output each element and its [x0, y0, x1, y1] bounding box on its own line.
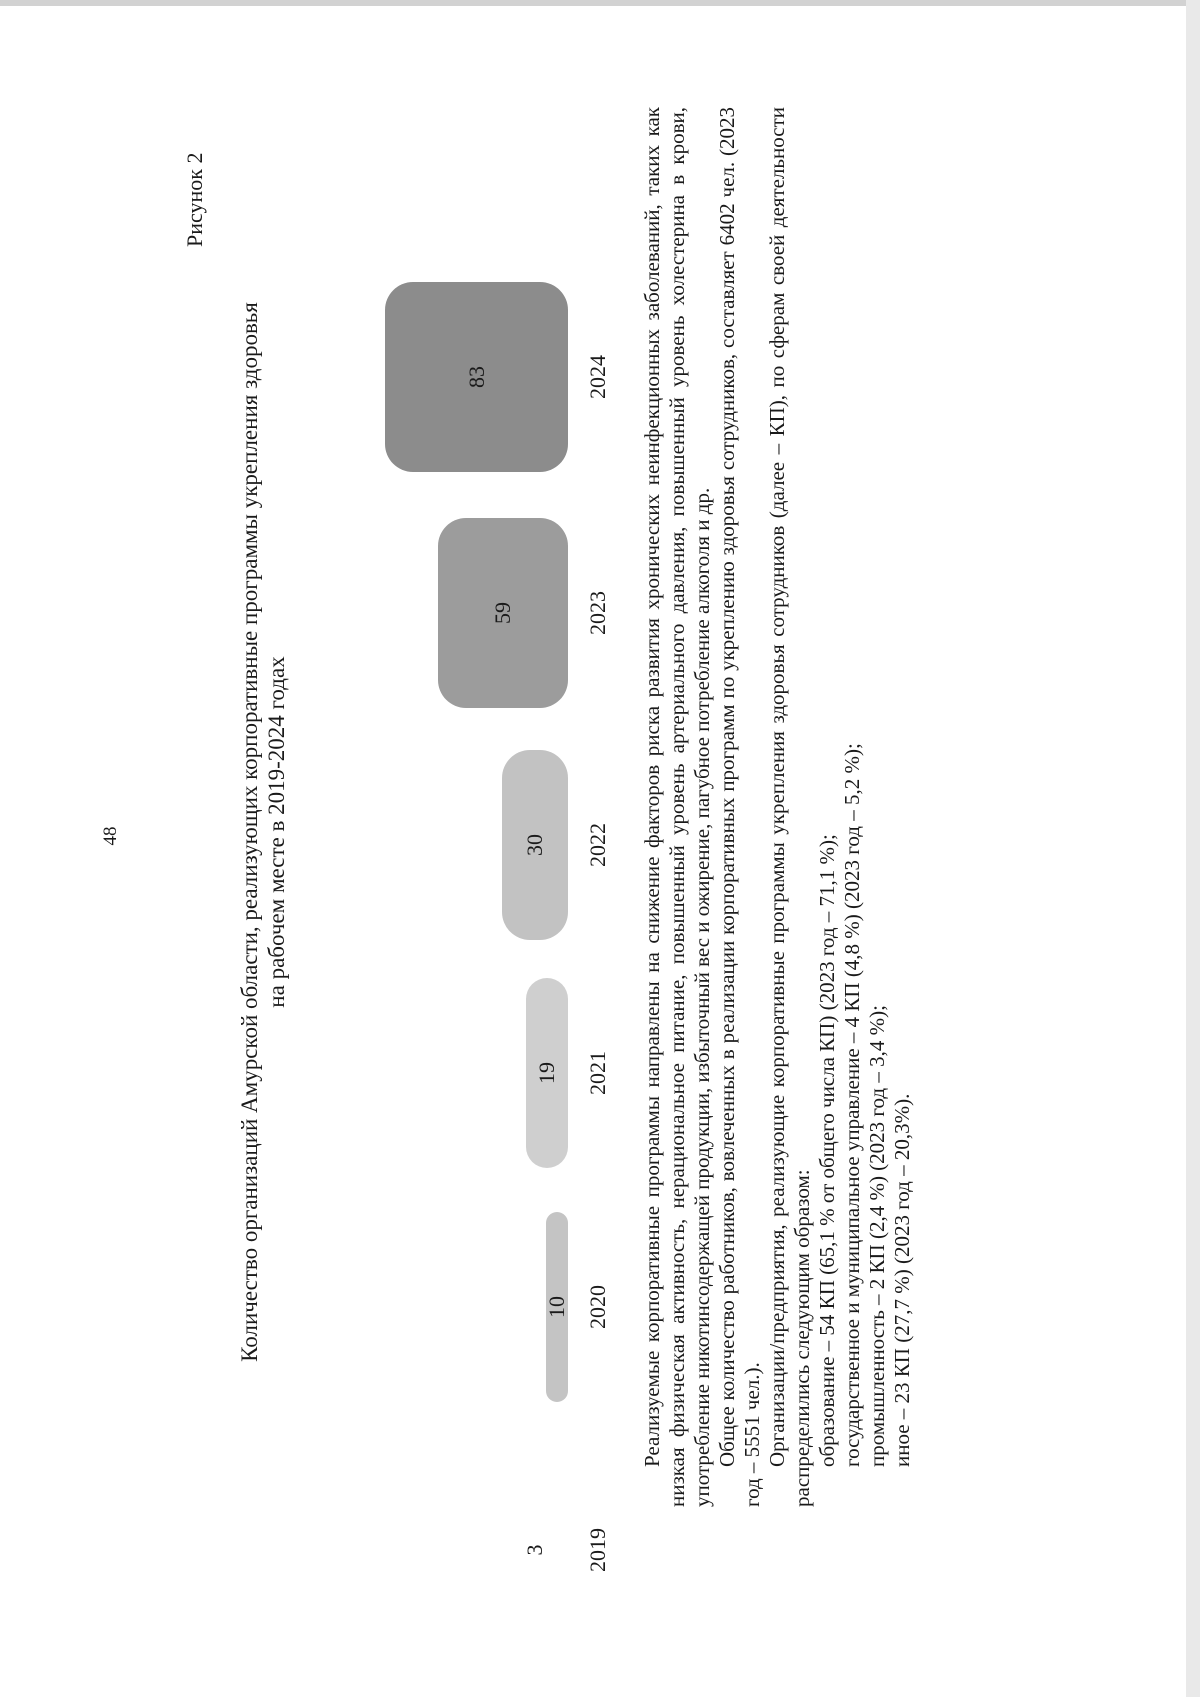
bar-2023: [438, 518, 568, 708]
bar-value-label: 10: [544, 1296, 569, 1318]
body-text: [640, 107, 915, 1507]
list-item-industry: промышленность – 2 КП (2,4 %) (2023 год – 3,4 %);: [865, 1005, 889, 1467]
chart-title-line-2: на рабочем месте в 2019-2024 годах: [264, 656, 289, 1008]
bar-value-label: 3: [522, 1544, 547, 1556]
list-item-education: образование – 54 КП (65,1 % от общего числа КП) (2023 год – 71,1 %);: [815, 834, 839, 1467]
paragraph-1: Реализуемые корпоративные программы направлены на снижение факторов риска развития хронических неинфекционных заболеваний, таких как низкая физическая активность, нерациональное питание, повышенный уровень артериального давления, повышенный уровень холестерина в крови, употребление никотинсодержащей продукции, избыточный вес и ожирение, пагубное потребление алкоголя и др.: [640, 107, 714, 1507]
x-tick-label: 2021: [585, 1051, 610, 1095]
bar-value-label: 30: [522, 834, 547, 856]
bar-value-label: 83: [463, 366, 489, 388]
bar-value-label: 19: [534, 1062, 560, 1084]
bar-2024: [385, 282, 568, 472]
x-tick-label: 2023: [585, 591, 610, 635]
bar-2020: [546, 1212, 568, 1402]
page-number: 48: [100, 826, 121, 846]
x-tick-label: 2019: [585, 1528, 610, 1572]
bar-value-label: 59: [490, 602, 516, 624]
list-item-government: государственное и муниципальное управление – 4 КП (4,8 %) (2023 год – 5,2 %);: [840, 743, 864, 1467]
list-item-other: иное – 23 КП (27,7 %) (2023 год – 20,3%).: [890, 1093, 914, 1467]
bar-2022: [502, 750, 568, 940]
chart-title-line-1: Количество организаций Амурской области, реализующих корпоративные программы укрепления здоровья: [237, 302, 262, 1362]
paragraph-2: Общее количество работников, вовлеченных в реализации корпоративных программ по укреплению здоровья сотрудников, составляет 6402 чел. (2023 год – 5551 чел.).: [715, 107, 764, 1507]
bar-2021: [526, 978, 568, 1168]
x-tick-label: 2020: [585, 1285, 610, 1329]
x-tick-label: 2024: [585, 355, 610, 399]
x-tick-label: 2022: [585, 823, 610, 867]
paragraph-3: Организации/предприятия, реализующие корпоративные программы укрепления здоровья сотрудников (далее – КП), по сферам своей деятельности распределились следующим образом:: [765, 107, 814, 1507]
figure-label: Рисунок 2: [182, 152, 207, 247]
